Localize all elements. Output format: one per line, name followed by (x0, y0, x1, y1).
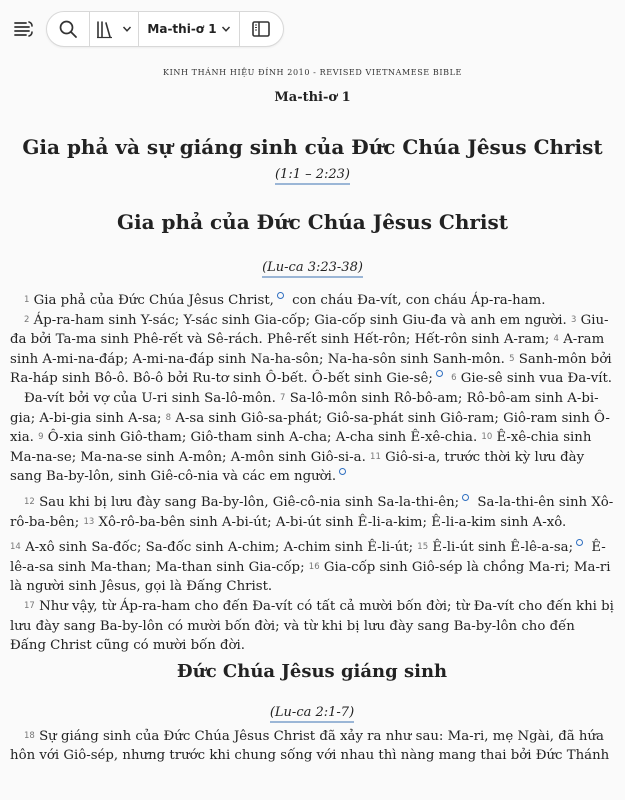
chevron-down-icon (122, 24, 132, 34)
reader-content[interactable] (0, 56, 625, 766)
verse-text: Xô-rô-ba-bên sinh A-bi-út; A-bi-út sinh Ê-li-a-kim; Ê-li-a-kim sinh A-xô. (98, 514, 567, 530)
verse-number[interactable]: 10 (481, 432, 493, 443)
verse-number[interactable]: 5 (509, 353, 515, 364)
verse-number[interactable]: 12 (24, 496, 35, 507)
verse-text: Ô-xia sinh Giô-tham; Giô-tham sinh A-cha; A-cha sinh Ê-xê-chia. (47, 430, 478, 446)
verse-text: Sau khi bị lưu đày sang Ba-by-lôn, Giê-cô-nia sinh Sa-la-thi-ên; (39, 494, 460, 510)
genealogy-reference[interactable] (0, 260, 625, 275)
verse-text: Gie-sê sinh vua Đa-vít. (460, 371, 613, 387)
verse-text: con cháu Đa-vít, con cháu Áp-ra-ham. (292, 293, 546, 308)
verse-text: Giu-đa bởi Ta-ma sinh Phê-rết và Sê-rách. Phê-rết sinh Hết-rôn; Hết-rôn sinh A-ram; (10, 312, 609, 348)
verse-number[interactable]: 8 (165, 412, 172, 423)
scripture-body (0, 291, 625, 766)
verse-text: Sa-lô-môn sinh Rô-bô-am; Rô-bô-am sinh A-bi-gia; A-bi-gia sinh A-sa; (10, 390, 599, 426)
bible-version-heading: KINH THÁNH HIỆU ĐÍNH 2010 - REVISED VIETNAMESE BIBLE (163, 68, 462, 77)
verse-number[interactable]: 15 (417, 542, 429, 553)
search-button[interactable] (47, 12, 89, 46)
verse-text: Đa-vít bởi vợ của U-ri sinh Sa-lô-môn. (24, 390, 276, 406)
verse-text: Gia phả của Đức Chúa Jêsus Christ, (33, 293, 274, 308)
paragraph (10, 493, 614, 532)
verse-number[interactable]: 4 (553, 334, 559, 345)
verse-text: Áp-ra-ham sinh Y-sác; Y-sác sinh Gia-cốp; Gia-cốp sinh Giu-đa và anh em người. (33, 312, 567, 328)
verse-number[interactable]: 11 (370, 451, 381, 462)
genealogy-section-title: Gia phả của Đức Chúa Jêsus Christ (116, 210, 509, 234)
verse-number[interactable]: 13 (83, 516, 95, 527)
genealogy-ref-link[interactable]: (Lu-ca 3:23-38) (262, 260, 363, 278)
split-panel-button[interactable] (240, 12, 282, 46)
footnote-marker-icon[interactable] (576, 539, 583, 546)
verse-number[interactable]: 18 (24, 730, 35, 741)
main-ref-link[interactable]: (1:1 – 2:23) (275, 167, 350, 185)
birth-reference[interactable] (10, 703, 614, 723)
menu-lines-icon (10, 16, 36, 42)
split-panel-icon (251, 19, 271, 39)
verse-number[interactable]: 1 (24, 295, 30, 305)
toolbar-pill (46, 11, 284, 47)
paragraph (10, 538, 614, 597)
verse-text: A-sa sinh Giô-sa-phát; Giô-sa-phát sinh Giô-ram; Giô-ram sinh Ô-xia. (10, 410, 610, 446)
chevron-down-icon (221, 24, 231, 34)
main-section-title: Gia phả và sự giáng sinh của Đức Chúa Jêsus Christ (22, 135, 603, 159)
menu-button[interactable] (10, 16, 36, 42)
footnote-marker-icon[interactable] (436, 370, 443, 377)
main-section-reference[interactable] (0, 167, 625, 182)
paragraph (10, 597, 614, 656)
library-button[interactable] (90, 12, 138, 46)
chapter-heading: Ma-thi-ơ 1 (274, 90, 351, 105)
paragraph (10, 389, 614, 487)
verse-number[interactable]: 16 (308, 561, 320, 572)
verse-number[interactable]: 3 (570, 314, 577, 325)
verse-text: Sanh-môn bởi Ra-háp sinh Bô-ô. Bô-ô bởi Ru-tơ sinh Ô-bết. Ô-bết sinh Gie-sê; (10, 351, 612, 387)
verse-text: Sa-la-thi-ên sinh Xô-rô-ba-bên; (10, 494, 614, 530)
book-chapter-selector[interactable] (139, 12, 239, 46)
footnote-marker-icon[interactable] (462, 494, 469, 501)
library-books-icon (96, 19, 118, 39)
verse-text: Giô-si-a, trước thời kỳ lưu đày sang Ba-by-lôn, sinh Giê-cô-nia và các em người. (10, 449, 585, 485)
verse-text: A-ram sinh A-mi-na-đáp; A-mi-na-đáp sinh Na-ha-sôn; Na-ha-sôn sinh Sanh-môn. (10, 332, 605, 367)
search-icon (58, 19, 78, 39)
verse-number[interactable]: 9 (38, 432, 44, 443)
verse-text: Gia-cốp sinh Giô-sép là chồng Ma-ri; Ma-ri là người sinh Jêsus, gọi là Đấng Christ. (10, 559, 611, 595)
verse-number[interactable]: 17 (24, 600, 35, 611)
verse-number[interactable]: 2 (24, 314, 30, 325)
verse-text: Ê-lê-a-sa sinh Ma-than; Ma-than sinh Gia-cốp; (10, 540, 606, 575)
book-chapter-label: Ma-thi-ơ 1 (147, 22, 217, 36)
verse-text: Ê-li-út sinh Ê-lê-a-sa; (432, 540, 574, 556)
footnote-marker-icon[interactable] (277, 292, 284, 299)
verse-number[interactable]: 14 (10, 542, 21, 553)
birth-ref-link[interactable]: (Lu-ca 2:1-7) (270, 705, 354, 723)
verse-text: Như vậy, từ Áp-ra-ham cho đến Đa-vít có tất cả mười bốn đời; từ Đa-vít cho đến khi bị lưu đày sang Ba-by-lôn có mười bốn đời; và từ khi bị lưu đày sang Ba-by-lôn cho đến Đấng Christ cũng có mười bốn đời. (10, 598, 614, 654)
verse-text: Ê-xê-chia sinh Ma-na-se; Ma-na-se sinh A-môn; A-môn sinh Giô-si-a. (10, 430, 592, 465)
paragraph (10, 311, 614, 389)
verse-number[interactable]: 6 (451, 373, 457, 384)
verse-text: Sự giáng sinh của Đức Chúa Jêsus Christ đã xảy ra như sau: Ma-ri, mẹ Ngài, đã hứa hôn với Giô-sép, nhưng trước khi chung sống với nhau thì nàng mang thai bởi Đức Thánh (10, 728, 610, 764)
verse-number[interactable]: 7 (280, 392, 286, 403)
verse-text: A-xô sinh Sa-đốc; Sa-đốc sinh A-chim; A-chim sinh Ê-li-út; (25, 540, 414, 556)
paragraph (10, 291, 614, 311)
footnote-marker-icon[interactable] (339, 468, 346, 475)
paragraph (10, 727, 614, 766)
birth-section-title: Đức Chúa Jêsus giáng sinh (176, 660, 448, 682)
toolbar (0, 0, 625, 56)
